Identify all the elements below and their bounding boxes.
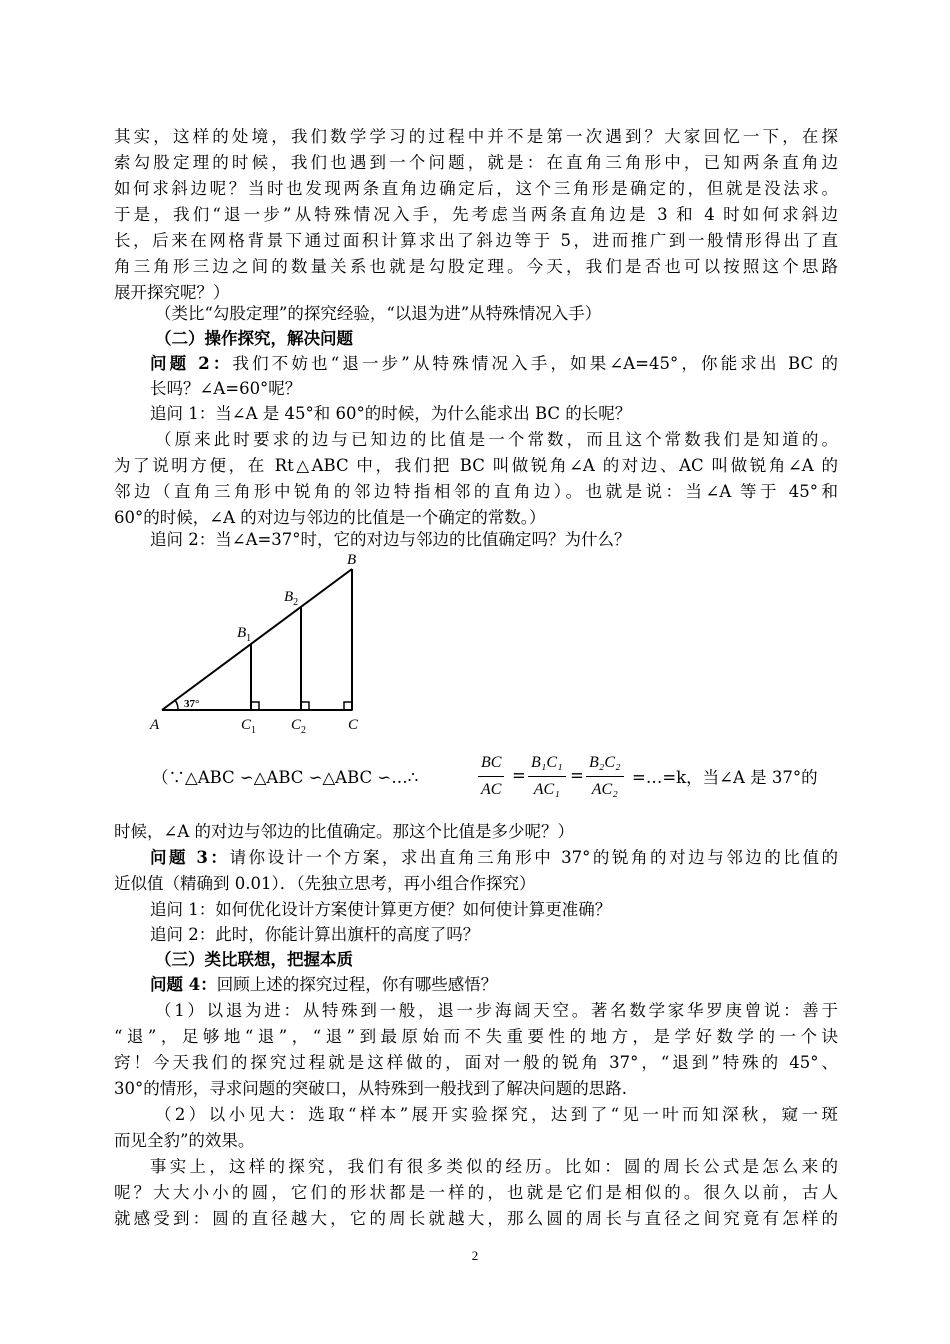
intro-line-7: 展开探究呢？） (114, 283, 230, 302)
right-angle-mark-c1 (251, 702, 259, 710)
label-b1: $B_1$ (237, 625, 252, 644)
insight-1-line-2: “退”，足够地“退”，“退”到最原始而不失重要性的地方，是学好数学的一个诀 (114, 1027, 838, 1046)
q3-follow-up-2: 追问 2：此时，你能计算出旗杆的高度了吗？ (150, 925, 480, 944)
fraction-bc-ac: $\frac{BC}{AC}$ (478, 752, 504, 801)
section2-title: （二）操作探究，解决问题 (155, 329, 353, 348)
angle-arc (175, 700, 178, 710)
angle-label: 37° (184, 698, 200, 710)
explain-line-2: 为了说明方便，在 Rt△ABC 中，我们把 BC 叫做锐角∠A 的对边、AC 叫做锐角∠A 的 (114, 456, 838, 475)
question-2-line-2: 长吗？∠A=60°呢？ (150, 379, 302, 398)
label-b2: $B_2$ (284, 589, 299, 608)
insight-1-line-1: （1）以退为进：从特殊到一般，退一步海阔天空。著名数学家华罗庚曾说：善于 (155, 1001, 838, 1020)
insight-1-line-4: 30°的情形，寻求问题的突破口，从特殊到一般找到了解决问题的思路. (114, 1079, 627, 1098)
label-b: B (347, 552, 357, 568)
fraction-b1c1-ac1: $\frac{\text{B₁C₁}}{\text{AC₁}}$ (528, 752, 566, 801)
intro-line-5: 长，后来在网格背景下通过面积计算求出了斜边等于 5，进而推广到一般情形得出了直 (114, 231, 838, 250)
question-3-line-2: 近似值（精确到 0.01）．（先独立思考，再小组合作探究） (114, 874, 536, 893)
right-angle-mark-c2 (301, 702, 309, 710)
equation-prefix: （∵△ABC ∽△ABC ∽△ABC ∽…∴ (152, 768, 419, 787)
intro-line-1: 其实，这样的处境，我们数学学习的过程中并不是第一次遇到？大家回忆一下，在探 (114, 127, 838, 146)
final-line-2: 呢？大大小小的圆，它们的形状都是一样的，也就是它们是相似的。很久以前，古人 (114, 1183, 838, 1202)
label-c1: $C_1$ (241, 717, 257, 736)
insight-2-line-1: （2）以小见大：选取“样本”展开实验探究，达到了“见一叶而知深秋，窥一斑 (155, 1105, 838, 1124)
follow-up-2: 追问 2：当∠A=37°时，它的对边与邻边的比值确定吗？为什么？ (150, 530, 631, 549)
question-2-line-1: 问题 2：我们不妨也“退一步”从特殊情况入手，如果∠A=45°，你能求出 BC 的 (150, 354, 838, 373)
explain-line-1: （原来此时要求的边与已知边的比值是一个常数，而且这个常数我们是知道的。 (155, 430, 838, 449)
analogy-note: （类比“勾股定理”的探究经验，“以退为进”从特殊情况入手） (155, 304, 602, 323)
final-line-1: 事实上，这样的探究，我们有很多类似的经历。比如：圆的周长公式是怎么来的 (150, 1157, 838, 1176)
insight-1-line-3: 窍！今天我们的探究过程就是这样做的，面对一般的锐角 37°，“退到”特殊的 45°、 (114, 1053, 838, 1072)
hypotenuse-line (162, 569, 352, 710)
intro-line-2: 索勾股定理的时候，我们也遇到一个问题，就是：在直角三角形中，已知两条直角边 (114, 153, 838, 172)
explain-line-3: 邻边（直角三角形中锐角的邻边特指相邻的直角边）。也就是说：当∠A 等于 45°和 (114, 482, 838, 501)
final-line-3: 就感受到：圆的直径越大，它的周长就越大，那么圆的周长与直径之间究竟有怎样的 (114, 1209, 838, 1228)
question-3-line-1: 问题 3：请你设计一个方案，求出直角三角形中 37°的锐角的对边与邻边的比值的 (150, 848, 838, 867)
equals-sign-1: = (512, 766, 526, 785)
question-4: 问题 4：回顾上述的探究过程，你有哪些感悟？ (150, 975, 498, 994)
equals-sign-2: = (570, 766, 584, 785)
explain-line-4: 60°的时候，∠A 的对边与邻边的比值是一个确定的常数。） (114, 508, 546, 527)
insight-2-line-2: 而见全豹”的效果。 (114, 1131, 255, 1150)
section3-title: （三）类比联想，把握本质 (155, 950, 353, 969)
intro-line-4: 于是，我们“退一步”从特殊情况入手，先考虑当两条直角边是 3 和 4 时如何求斜边 (114, 205, 838, 224)
label-c: C (348, 717, 359, 733)
intro-line-6: 角三角形三边之间的数量关系也就是勾股定理。今天，我们是否也可以按照这个思路 (114, 257, 838, 276)
follow-up-1: 追问 1：当∠A 是 45°和 60°的时候，为什么能求出 BC 的长呢？ (150, 404, 632, 423)
q3-follow-up-1: 追问 1：如何优化设计方案使计算更方便？如何使计算更准确？ (150, 900, 612, 919)
label-c2: $C_2$ (291, 717, 307, 736)
intro-line-3: 如何求斜边呢？当时也发现两条直角边确定后，这个三角形是确定的，但就是没法求。 (114, 179, 838, 198)
similarity-equation (138, 754, 838, 812)
after-equation: 时候，∠A 的对边与邻边的比值确定。那这个比值是多少呢？） (114, 822, 574, 841)
right-angle-mark-c (344, 702, 352, 710)
label-a: A (150, 717, 160, 733)
page-number: 2 (471, 1248, 479, 1263)
fraction-b2c2-ac2: $\frac{\text{B₂C₂}}{\text{AC₂}}$ (586, 752, 624, 801)
similar-triangles-figure (140, 548, 380, 738)
equation-suffix: =…=k，当∠A 是 37°的 (632, 768, 818, 787)
